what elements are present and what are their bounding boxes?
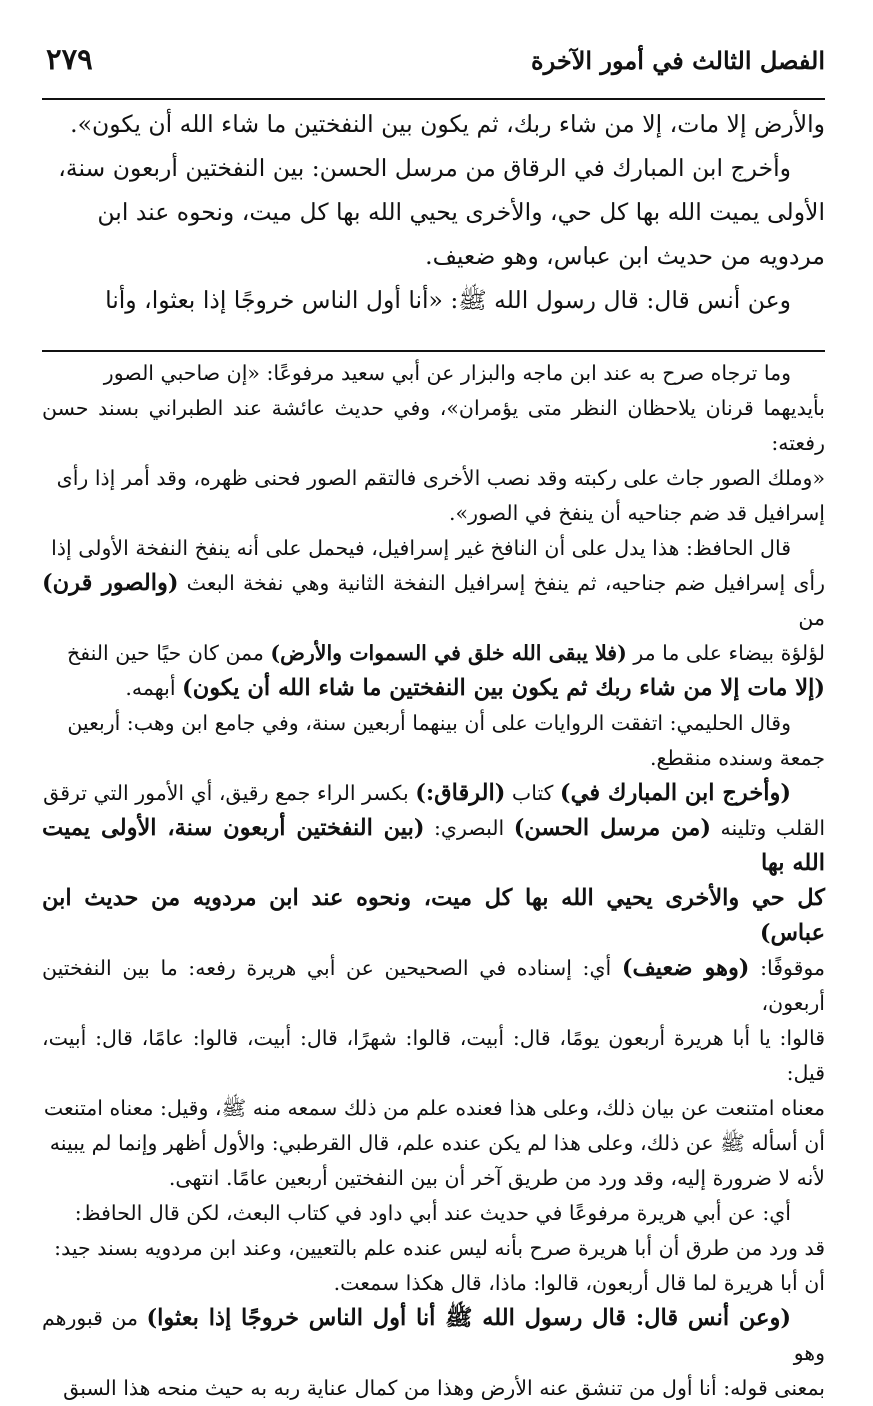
commentary-paragraph-5: أي: عن أبي هريرة مرفوعًا في حديث عند أبي داود في كتاب البعث، لكن قال الحافظ: قد ورد من طرق أن أبا هريرة صرح بأنه ليس عنده علم بالتعيين، وعند ابن مردويه بسند جيد: أن أبا هريرة لما قال أربعون، قالوا: ماذا، قال هكذا سمعت. bbox=[54, 1201, 825, 1295]
chapter-title: الفصل الثالث في أمور الآخرة bbox=[531, 46, 825, 75]
commentary bbox=[42, 356, 825, 1406]
page-number: ٢٧٩ bbox=[46, 42, 93, 76]
commentary-paragraph-2 bbox=[42, 531, 825, 706]
text-span: أبهمه. bbox=[125, 676, 183, 700]
quoted-text: (من مرسل الحسن) bbox=[513, 815, 712, 841]
text-span: من لؤلؤة بيضاء على ما مر bbox=[633, 606, 825, 665]
text-span: بكسر الراء جمع رقيق، أي الأمور التي ترقق القلب وتلينه bbox=[43, 781, 826, 840]
commentary-paragraph-3: وقال الحليمي: اتفقت الروايات على أن بينهما أربعين سنة، وفي جامع ابن وهب: أربعين جمعة وسنده منقطع. bbox=[67, 711, 825, 770]
text-span: موقوفًا: bbox=[760, 956, 825, 980]
commentary-paragraph-6 bbox=[42, 1301, 825, 1406]
quoted-text: (وهو ضعيف) bbox=[621, 955, 750, 981]
quoted-text: (بين النفختين أربعون سنة، الأولى يميت الله بها كل حي والأخرى يحيي الله بها كل ميت، ونحوه عند ابن مردويه من حديث ابن عباس) bbox=[42, 815, 825, 946]
text-span: ممن كان حيًا حين النفخ bbox=[67, 641, 264, 665]
footnote-separator bbox=[42, 350, 825, 352]
quoted-text: (الرقاق:) bbox=[415, 780, 506, 806]
text-span: من قبورهم وهو بمعنى قوله: أنا أول من تنشق عنه الأرض وهذا من كمال عناية ربه به حيث منحه هذا السبق bbox=[42, 1306, 825, 1400]
text-span: كتاب bbox=[505, 781, 560, 805]
main-line-last: وعن أنس قال: قال رسول الله ﷺ: «أنا أول الناس خروجًا إذا بعثوا، وأنا bbox=[105, 286, 791, 314]
main-paragraph-2: وأخرج ابن المبارك في الرقاق من مرسل الحسن: بين النفختين أربعون سنة، الأولى يميت الله بها كل حي، والأخرى يحيي الله بها كل ميت، ونحوه عند ابن مردويه من حديث ابن عباس، وهو ضعيف. bbox=[58, 154, 825, 270]
main-text bbox=[42, 102, 825, 322]
commentary-paragraph-1: وما ترجاه صرح به عند ابن ماجه والبزار عن أبي سعيد مرفوعًا: «إن صاحبي الصور بأيديهما قرنان يلاحظان النظر متى يؤمران»، وفي حديث عائشة عند الطبراني بسند حسن رفعته: «وملك الصور جاث على ركبته وقد نصب الأخرى فالتقم الصور فحنى ظهره، وقد أمر إذا رأى إسرافيل قد ضم جناحيه أن ينفخ في الصور». bbox=[42, 361, 825, 525]
text-span: أي: إسناده في الصحيحين عن أبي هريرة رفعه: ما بين النفختين أربعون، قالوا: يا أبا هريرة أربعون يومًا، قال: أبيت، قالوا: شهرًا، قال: أبيت، قالوا: عامًا، قال: أبيت، قيل: معناه امتنعت عن بيان ذلك، وعلى هذا فعنده علم من ذلك سمعه منه ﷺ، وقيل: معناه امتنعت أن أسأله ﷺ عن ذلك، وعلى هذا لم يكن عنده علم، قال القرطبي: والأول أظهر وإنما لم يبينه لأنه لا ضرورة إليه، وقد ورد من طريق آخر أن بين النفختين أربعين عامًا. انتهى. bbox=[42, 956, 825, 1190]
text-span: قال الحافظ: هذا يدل على أن النافخ غير إسرافيل، فيحمل على أنه ينفخ النفخة الأولى إذا رأى إسرافيل ضم جناحيه، ثم ينفخ إسرافيل النفخة الثانية وهي نفخة البعث bbox=[51, 536, 825, 595]
main-line-1: والأرض إلا مات، إلا من شاء ربك، ثم يكون بين النفختين ما شاء الله أن يكون». bbox=[70, 110, 825, 138]
quoted-text: (وعن أنس قال: قال رسول الله ﷺ أنا أول الناس خروجًا إذا بعثوا) bbox=[146, 1305, 791, 1331]
text-span: البصري: bbox=[424, 816, 514, 840]
quoted-text: (والصور قرن) bbox=[42, 570, 179, 596]
commentary-paragraph-4 bbox=[42, 776, 825, 1196]
quoted-text: (وأخرج ابن المبارك في) bbox=[559, 780, 791, 806]
quoted-text: (إلا مات إلا من شاء ربك ثم يكون بين النفختين ما شاء الله أن يكون) bbox=[182, 675, 825, 701]
quoted-text: (فلا يبقى الله خلق في السموات والأرض) bbox=[270, 641, 627, 665]
page-header bbox=[42, 38, 825, 100]
